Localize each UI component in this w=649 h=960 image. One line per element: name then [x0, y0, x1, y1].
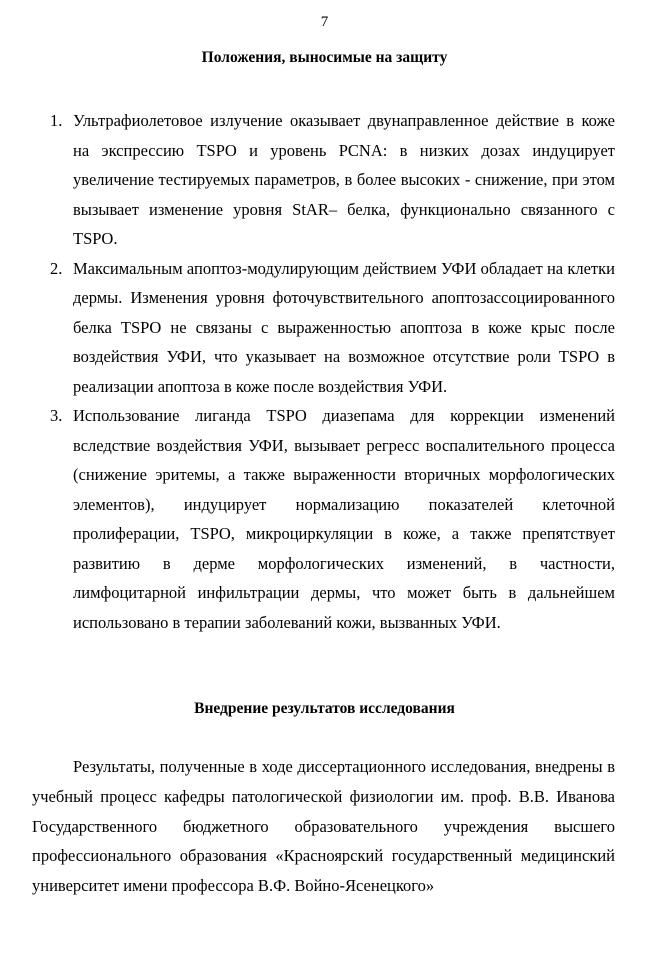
list-item — [0, 254, 649, 402]
list-item — [0, 106, 649, 254]
list-item-text: Максимальным апоптоз-модулирующим действием УФИ обладает на клетки дермы. Изменения уровня фоточувствительного апоптозассоциированного белка TSPO не связаны с выраженностью апоптоза в коже крыс после воздействия УФИ, что указывает на возможное отсутствие роли TSPO в реализации апоптоза в коже после воздействия УФИ. — [73, 258, 615, 396]
list-item-text: Ультрафиолетовое излучение оказывает двунаправленное действие в коже на экспрессию TSPO и уровень PCNA: в низких дозах индуцирует увеличение тестируемых параметров, в более высоких - снижение, при этом вызывает изменение уровня StAR– белка, функционально связанного с TSPO. — [73, 111, 615, 248]
list-item-number: 3. — [50, 406, 63, 425]
list-item-number: 2. — [50, 258, 63, 278]
list-item-number: 1. — [50, 111, 63, 130]
list-item-text: Использование лиганда TSPO диазепама для коррекции изменений вследствие воздействия УФИ, вызывает регресс воспалительного процесса (снижение эритемы, а также выраженности вторичных морфологических элементов), индуцирует нормализацию показателей клеточной пролиферации, TSPO, микроциркуляции в коже, а также препятствует развитию в дерме морфологических изменений, в частности, лимфоцитарной инфильтрации дермы, что может быть в дальнейшем использовано в терапии заболеваний кожи, вызванных УФИ. — [73, 406, 615, 632]
implementation-paragraph: Результаты, полученные в ходе диссертационного исследования, внедрены в учебный процесс кафедры патологической физиологии им. проф. В.В. Иванова Государственного бюджетного образовательного учреждения высшего профессионального образования «Красноярский государственный медицинский университет имени профессора В.Ф. Войно-Ясенецкого» — [32, 757, 615, 896]
defense-provisions-list — [0, 106, 649, 637]
defense-provisions-heading: Положения, выносимые на защиту — [201, 49, 448, 66]
page-number: 7 — [320, 14, 329, 30]
implementation-heading: Внедрение результатов исследования — [194, 700, 455, 717]
list-item — [0, 401, 649, 637]
